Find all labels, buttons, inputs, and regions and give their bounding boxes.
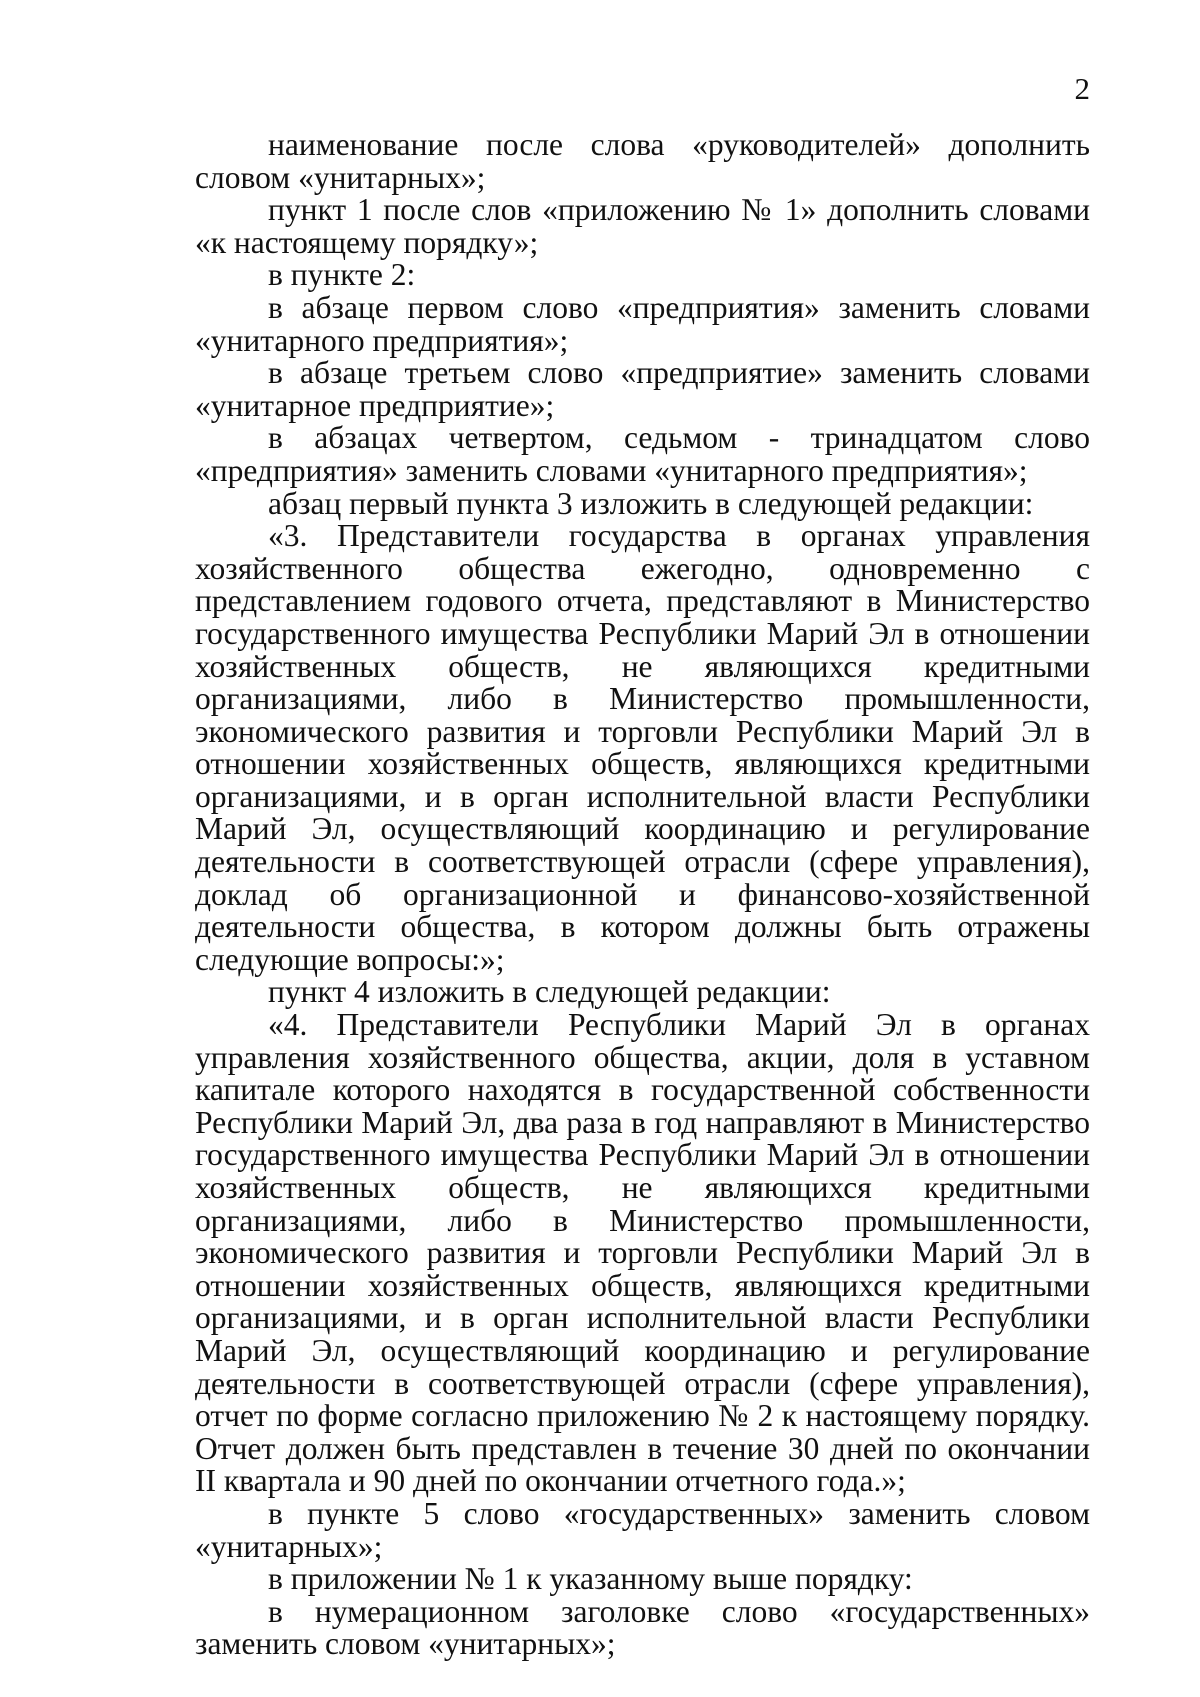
paragraph-item-1-amendment: пункт 1 после слов «приложению № 1» дополнить словами «к настоящему порядку»; — [195, 192, 1090, 260]
paragraph-item-2-other-abzacs: в абзацах четвертом, седьмом - тринадцатом слово «предприятия» заменить словами «унитарного предприятия»; — [195, 420, 1090, 488]
page-number: 2 — [1074, 71, 1090, 106]
paragraph-item-4-new-text: «4. Представители Республики Марий Эл в органах управления хозяйственного общества, акции, доля в уставном капитале которого находятся в государственной собственности Республики Марий Эл, два раза в год направляют в Министерство государственного имущества Республики Марий Эл в отношении хозяйственных обществ, не являющихся кредитными организациями, либо в Министерство промышленности, экономического развития и торговли Республики Марий Эл в отношении хозяйственных обществ, являющихся кредитными организациями, и в орган исполнительной власти Республики Марий Эл, осуществляющий координацию и регулирование деятельности в соответствующей отрасли (сфере управления), отчет по форме согласно приложению № 2 к настоящему порядку. Отчет должен быть представлен в течение 30 дней по окончании II квартала и 90 дней по окончании отчетного года.»; — [195, 1007, 1090, 1499]
paragraph-name-amendment: наименование после слова «руководителей» дополнить словом «унитарных»; — [195, 127, 1090, 195]
paragraph-item-2-first-abzac: в абзаце первом слово «предприятия» заменить словами «унитарного предприятия»; — [195, 289, 1090, 358]
paragraph-item-3-heading: абзац первый пункта 3 изложить в следующей редакции: — [268, 485, 1034, 521]
document-body — [195, 129, 1090, 1661]
paragraph-item-2-third-abzac: в абзаце третьем слово «предприятие» заменить словами «унитарное предприятие»; — [195, 355, 1090, 423]
paragraph-appendix-1-heading: в приложении № 1 к указанному выше порядку: — [268, 1561, 913, 1597]
paragraph-item-2-heading: в пункте 2: — [268, 257, 416, 293]
paragraph-item-5-amendment: в пункте 5 слово «государственных» заменить словом «унитарных»; — [195, 1495, 1090, 1564]
paragraph-item-4-heading: пункт 4 изложить в следующей редакции: — [268, 974, 831, 1010]
paragraph-item-3-new-text: «3. Представители государства в органах управления хозяйственного общества ежегодно, одновременно с представлением годового отчета, представляют в Министерство государственного имущества Республики Марий Эл в отношении хозяйственных обществ, не являющихся кредитными организациями, либо в Министерство промышленности, экономического развития и торговли Республики Марий Эл в отношении хозяйственных обществ, являющихся кредитными организациями, и в орган исполнительной власти Республики Марий Эл, осуществляющий координацию и регулирование деятельности в соответствующей отрасли (сфере управления), доклад об организационной и финансово-хозяйственной деятельности общества, в котором должны быть отражены следующие вопросы:»; — [195, 518, 1090, 977]
paragraph-appendix-1-title-amendment: в нумерационном заголовке слово «государственных» заменить словом «унитарных»; — [195, 1593, 1090, 1662]
